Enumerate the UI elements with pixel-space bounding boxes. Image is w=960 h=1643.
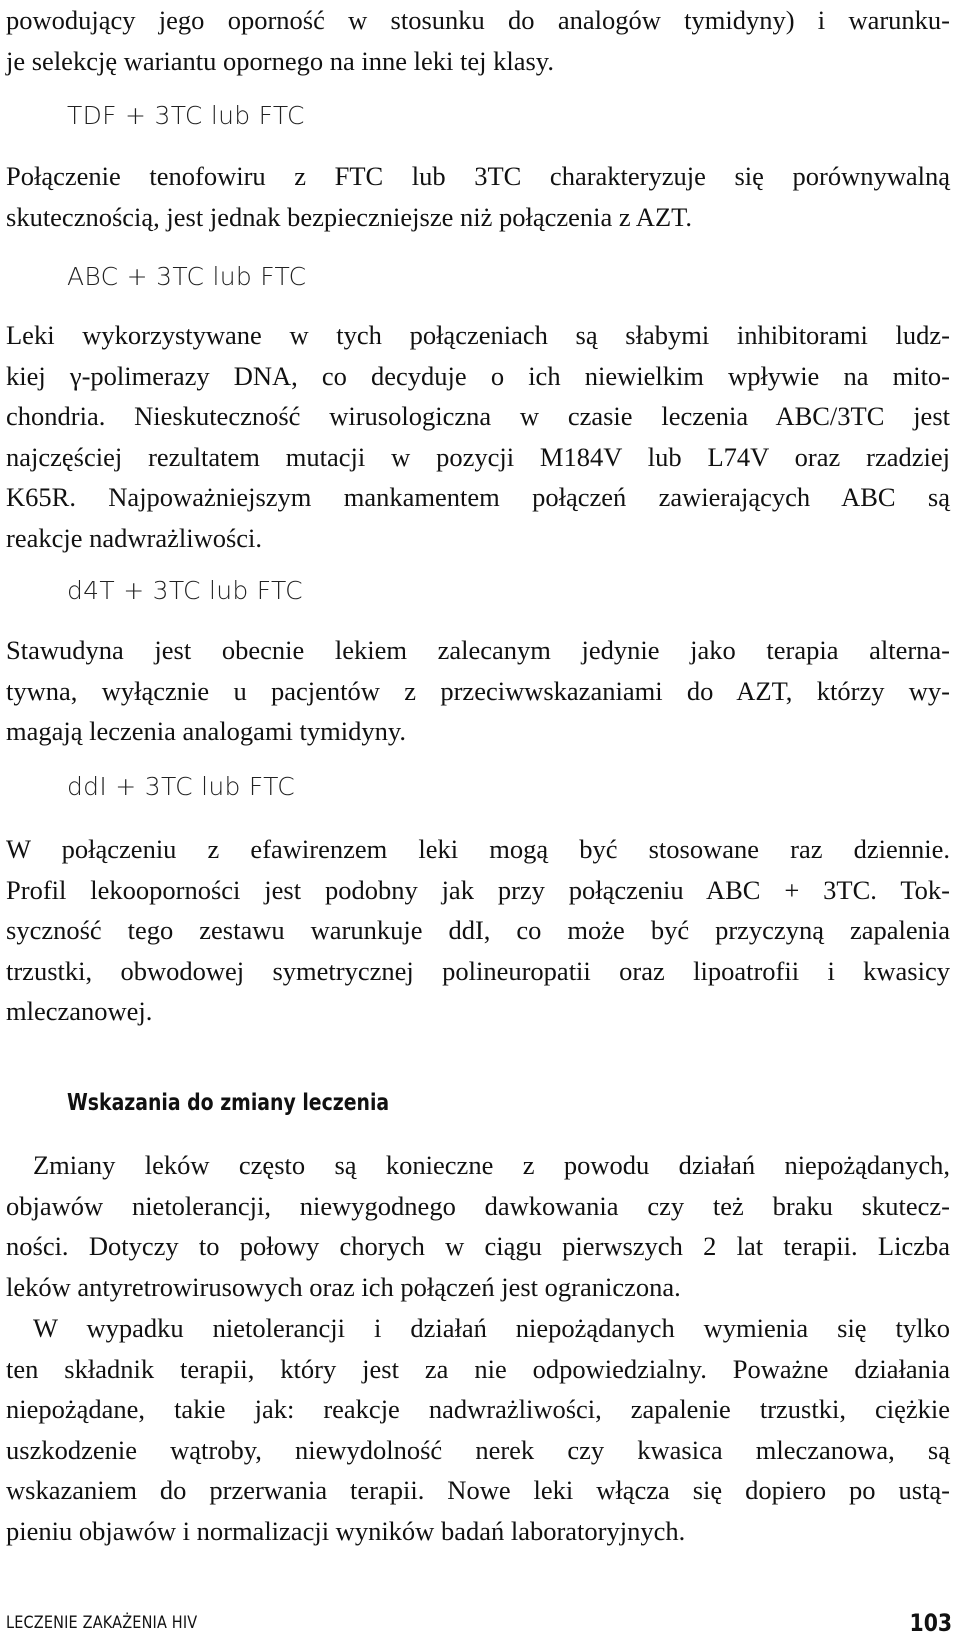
paragraph-wskazania-2 [6,1308,950,1551]
subheading-d4t: d4T + 3TC lub FTC [67,576,303,605]
text-line: reakcje nadwrażliwości. [6,522,263,553]
text-line: niepożądane, takie jak: reakcje nadwrażliwości, zapalenie trzustki, ciężkie [6,1394,950,1424]
text-line: powodujący jego oporność w stosunku do analogów tymidyny) i warunku- [6,5,950,35]
subheading-abc: ABC + 3TC lub FTC [67,262,307,291]
paragraph-wskazania-1 [6,1145,950,1307]
section-heading-wskazania: Wskazania do zmiany leczenia [67,1090,390,1116]
paragraph-abc [6,315,950,558]
text-line: objawów nietolerancji, niewygodnego dawkowania czy też braku skutecz- [6,1190,950,1221]
text-line: wskazaniem do przerwania terapii. Nowe leki włącza się dopiero po ustą- [6,1475,950,1505]
text-line: Połączenie tenofowiru z FTC lub 3TC charakteryzuje się porównywalną [6,161,950,191]
text-line: kiej γ-polimerazy DNA, co decyduje o ich niewielkim wpływie na mito- [6,360,950,391]
text-line: mleczanowej. [6,996,153,1026]
text-line: je selekcję wariantu opornego na inne leki tej klasy. [6,45,554,76]
paragraph-tdf [6,156,950,237]
text-line: syczność tego zestawu warunkuje ddI, co może być przyczyną zapalenia [6,915,950,945]
text-line: Leki wykorzystywane w tych połączeniach są słabymi inhibitorami ludz- [6,320,950,350]
text-line: pieniu objawów i normalizacji wyników badań laboratoryjnych. [6,1515,686,1546]
page-number: 103 [909,1609,952,1637]
subheading-ddi: ddI + 3TC lub FTC [67,772,295,801]
text-line: W połączeniu z efawirenzem leki mogą być stosowane raz dziennie. [6,834,950,864]
text-line: magają leczenia analogami tymidyny. [6,716,407,746]
text-line: Stawudyna jest obecnie lekiem zalecanym jedynie jako terapia alterna- [6,635,950,665]
text-line: W wypadku nietolerancji i działań niepożądanych wymienia się tylko [33,1313,950,1343]
running-title: LECZENIE ZAKAŻENIA HIV [6,1613,198,1633]
text-line: trzustki, obwodowej symetrycznej polineuropatii oraz lipoatrofii i kwasicy [6,955,950,986]
text-line: leków antyretrowirusowych oraz ich połączeń jest ograniczona. [6,1271,681,1302]
paragraph-ddi [6,829,950,1032]
text-line: chondria. Nieskuteczność wirusologiczna w czasie leczenia ABC/3TC jest [6,401,950,431]
intro-paragraph [6,0,950,81]
text-line: tywna, wyłącznie u pacjentów z przeciwwskazaniami do AZT, którzy wy- [6,675,950,706]
text-line: najczęściej rezultatem mutacji w pozycji M184V lub L74V oraz rzadziej [6,441,950,472]
subheading-tdf: TDF + 3TC lub FTC [67,101,305,130]
text-line: skutecznością, jest jednak bezpieczniejsze niż połączenia z AZT. [6,201,692,232]
text-line: uszkodzenie wątroby, niewydolność nerek czy kwasica mleczanowa, są [6,1434,950,1465]
text-line: Zmiany leków często są konieczne z powodu działań niepożądanych, [33,1150,950,1180]
text-line: ności. Dotyczy to połowy chorych w ciągu pierwszych 2 lat terapii. Liczba [6,1231,950,1261]
text-line: K65R. Najpoważniejszym mankamentem połączeń zawierających ABC są [6,482,950,512]
text-line: ten składnik terapii, który jest za nie odpowiedzialny. Poważne działania [6,1353,950,1384]
paragraph-d4t [6,630,950,752]
text-line: Profil lekooporności jest podobny jak przy połączeniu ABC + 3TC. Tok- [6,874,950,905]
